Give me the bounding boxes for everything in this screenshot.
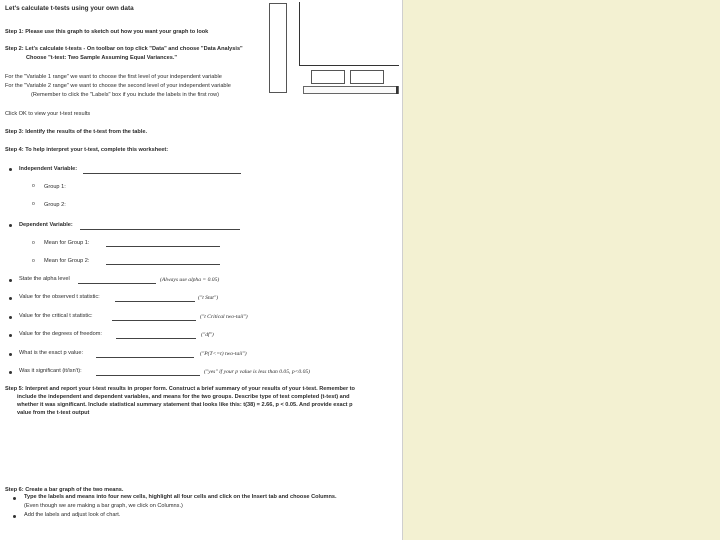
bullet (9, 371, 12, 374)
sketch-label-box-1 (311, 70, 345, 84)
step-6-note: (Even though we are making a bar graph, we click on Columns.) (24, 503, 183, 509)
answer-line (106, 246, 220, 247)
group-2-label: Group 2: (44, 202, 66, 208)
step-6-bullet-1: Type the labels and means into four new cells, highlight all four cells and click on the Insert tab and choose Columns. (24, 494, 337, 500)
step-3-text: Step 3: Identify the results of the t-test from the table. (5, 129, 148, 135)
significant-hint: ("yes" if your p value is less than 0.05, p<0.05) (204, 369, 311, 375)
bullet (9, 168, 12, 171)
observed-t-hint: ("t Stat") (198, 295, 219, 301)
significant-label: Was it significant (it/isn't): (19, 368, 82, 374)
step-5-line-4: value from the t-test output (17, 410, 90, 416)
bullet (9, 279, 12, 282)
step-6-bullet-2: Add the labels and adjust look of chart. (24, 512, 121, 518)
step-2-choose-text: Choose "t-test: Two Sample Assuming Equal Variances." (26, 55, 178, 61)
step-5-line-2: include the independent and dependent variables, and means for the two groups. Describe type of test completed (t-test) and (17, 394, 350, 400)
critical-t-label: Value for the critical t statistic: (19, 313, 93, 319)
answer-line (116, 338, 196, 339)
horizontal-scrollbar[interactable] (303, 86, 399, 94)
mean-group-1-label: Mean for Group 1: (44, 240, 90, 246)
circle-bullet: o (32, 201, 35, 207)
labels-reminder: (Remember to click the "Labels" box if you include the labels in the first row) (31, 92, 220, 98)
click-ok-text: Click OK to view your t-test results (5, 111, 91, 117)
circle-bullet: o (32, 258, 35, 264)
dependent-variable-label: Dependent Variable: (19, 222, 73, 228)
observed-t-label: Value for the observed t statistic: (19, 294, 100, 300)
bullet (9, 353, 12, 356)
alpha-level-label: State the alpha level (19, 276, 70, 282)
sketch-y-axis (299, 2, 300, 66)
circle-bullet: o (32, 240, 35, 246)
sketch-vertical-box (269, 3, 287, 93)
alpha-hint: (Always use alpha = 0.05) (160, 277, 220, 283)
sketch-label-box-2 (350, 70, 384, 84)
bullet (9, 334, 12, 337)
group-1-label: Group 1: (44, 184, 66, 190)
degrees-of-freedom-hint: ("df") (201, 332, 214, 338)
mean-group-2-label: Mean for Group 2: (44, 258, 90, 264)
circle-bullet: o (32, 183, 35, 189)
variable-2-instruction: For the "Variable 2 range" we want to choose the second level of your independent variable (5, 83, 231, 89)
scrollbar-thumb[interactable] (396, 86, 398, 94)
answer-line (83, 173, 241, 174)
answer-line (115, 301, 195, 302)
step-2-text: Step 2: Let's calculate t-tests - On toolbar on top click "Data" and choose "Data Analysis" (5, 46, 243, 52)
independent-variable-label: Independent Variable: (19, 166, 78, 172)
step-5-line-1: Step 5: Interpret and report your t-test results in proper form. Construct a brief summary of your results of your t-test. Remember to (5, 386, 355, 392)
degrees-of-freedom-label: Value for the degrees of freedom: (19, 331, 102, 337)
step-1-text: Step 1: Please use this graph to sketch out how you want your graph to look (5, 29, 209, 35)
bullet (9, 224, 12, 227)
bullet (9, 297, 12, 300)
critical-t-hint: ("t Critical two-tail") (200, 314, 248, 320)
bullet (13, 497, 16, 500)
variable-1-instruction: For the "Variable 1 range" we want to choose the first level of your independent variable (5, 74, 222, 80)
answer-line (96, 357, 194, 358)
exact-p-hint: ("P(T<=t) two-tail") (200, 351, 247, 357)
step-4-text: Step 4: To help interpret your t-test, complete this worksheet: (5, 147, 169, 153)
page-title: Let's calculate t-tests using your own data (5, 5, 134, 12)
answer-line (112, 320, 196, 321)
exact-p-label: What is the exact p value: (19, 350, 84, 356)
answer-line (78, 283, 156, 284)
bullet (9, 316, 12, 319)
answer-line (80, 229, 240, 230)
bullet (13, 515, 16, 518)
step-5-line-3: whether it was significant. Include statistical summary statement that looks like this: t(38) = 2.66, p < 0.05. And provide exact p (17, 402, 353, 408)
answer-line (96, 375, 200, 376)
answer-line (106, 264, 220, 265)
step-6-text: Step 6: Create a bar graph of the two means. (5, 487, 124, 493)
sketch-x-axis (299, 65, 399, 66)
